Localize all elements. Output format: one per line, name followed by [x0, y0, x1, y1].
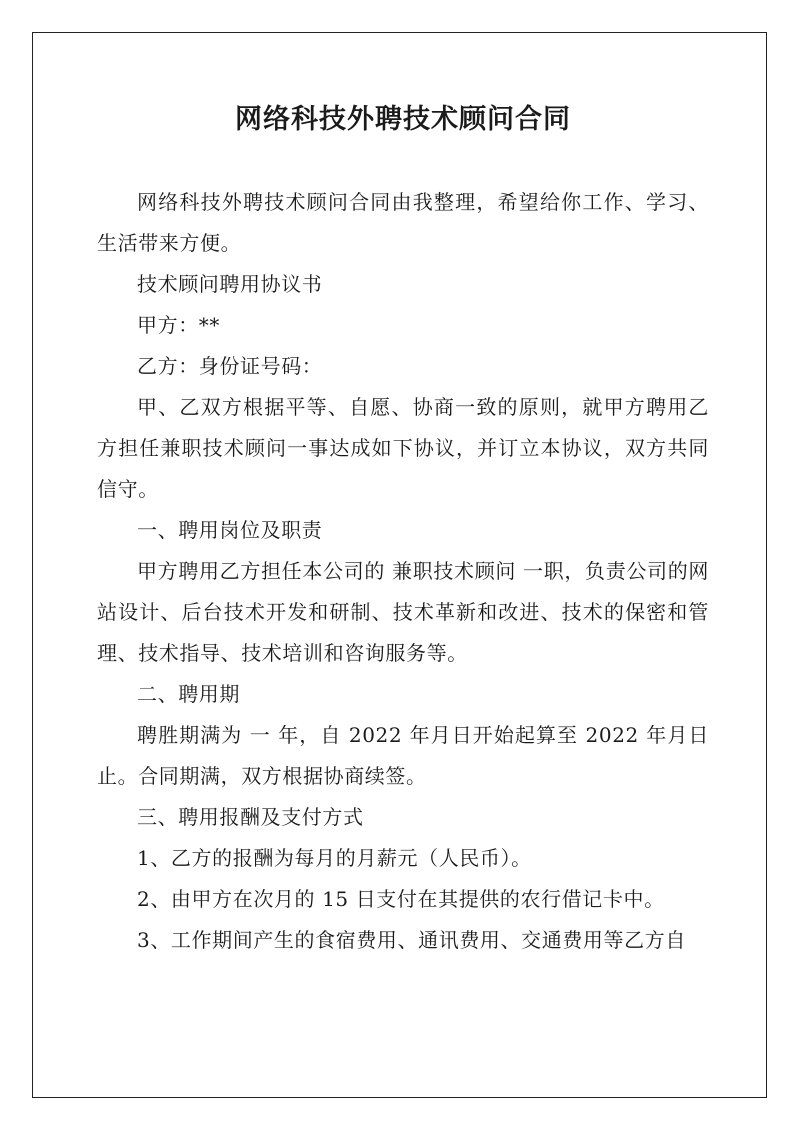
section-heading-term: 二、聘用期 — [137, 682, 240, 706]
document-content — [97, 96, 709, 961]
paragraph-position-duties: 甲方聘用乙方担任本公司的 兼职技术顾问 一职，负责公司的网站设计、后台技术开发和研制、技术革新和改进、技术的保密和管理、技术指导、技术培训和咨询服务等。 — [97, 559, 709, 665]
section-heading-compensation: 三、聘用报酬及支付方式 — [137, 805, 364, 829]
paragraph-intro: 网络科技外聘技术顾问合同由我整理，希望给你工作、学习、生活带来方便。 — [97, 190, 709, 255]
section-heading-position: 一、聘用岗位及职责 — [137, 518, 323, 542]
document-body — [97, 182, 709, 961]
paragraph-agreement-name: 技术顾问聘用协议书 — [137, 272, 323, 296]
paragraph-party-a: 甲方：** — [137, 313, 220, 337]
paragraph-term: 聘胜期满为 一 年，自 2022 年月日开始起算至 2022 年月日止。合同期满，双方根据协商续签。 — [97, 723, 709, 788]
paragraph-compensation-1: 1、乙方的报酬为每月的月薪元（人民币）。 — [137, 846, 532, 870]
paragraph-preamble: 甲、乙双方根据平等、自愿、协商一致的原则，就甲方聘用乙方担任兼职技术顾问一事达成如下协议，并订立本协议，双方共同信守。 — [97, 395, 709, 501]
paragraph-compensation-2: 2、由甲方在次月的 15 日支付在其提供的农行借记卡中。 — [137, 887, 665, 911]
document-title: 网络科技外聘技术顾问合同 — [235, 104, 571, 135]
paragraph-compensation-3: 3、工作期间产生的食宿费用、通讯费用、交通费用等乙方自 — [137, 928, 686, 952]
paragraph-party-b: 乙方：身份证号码： — [137, 354, 323, 378]
